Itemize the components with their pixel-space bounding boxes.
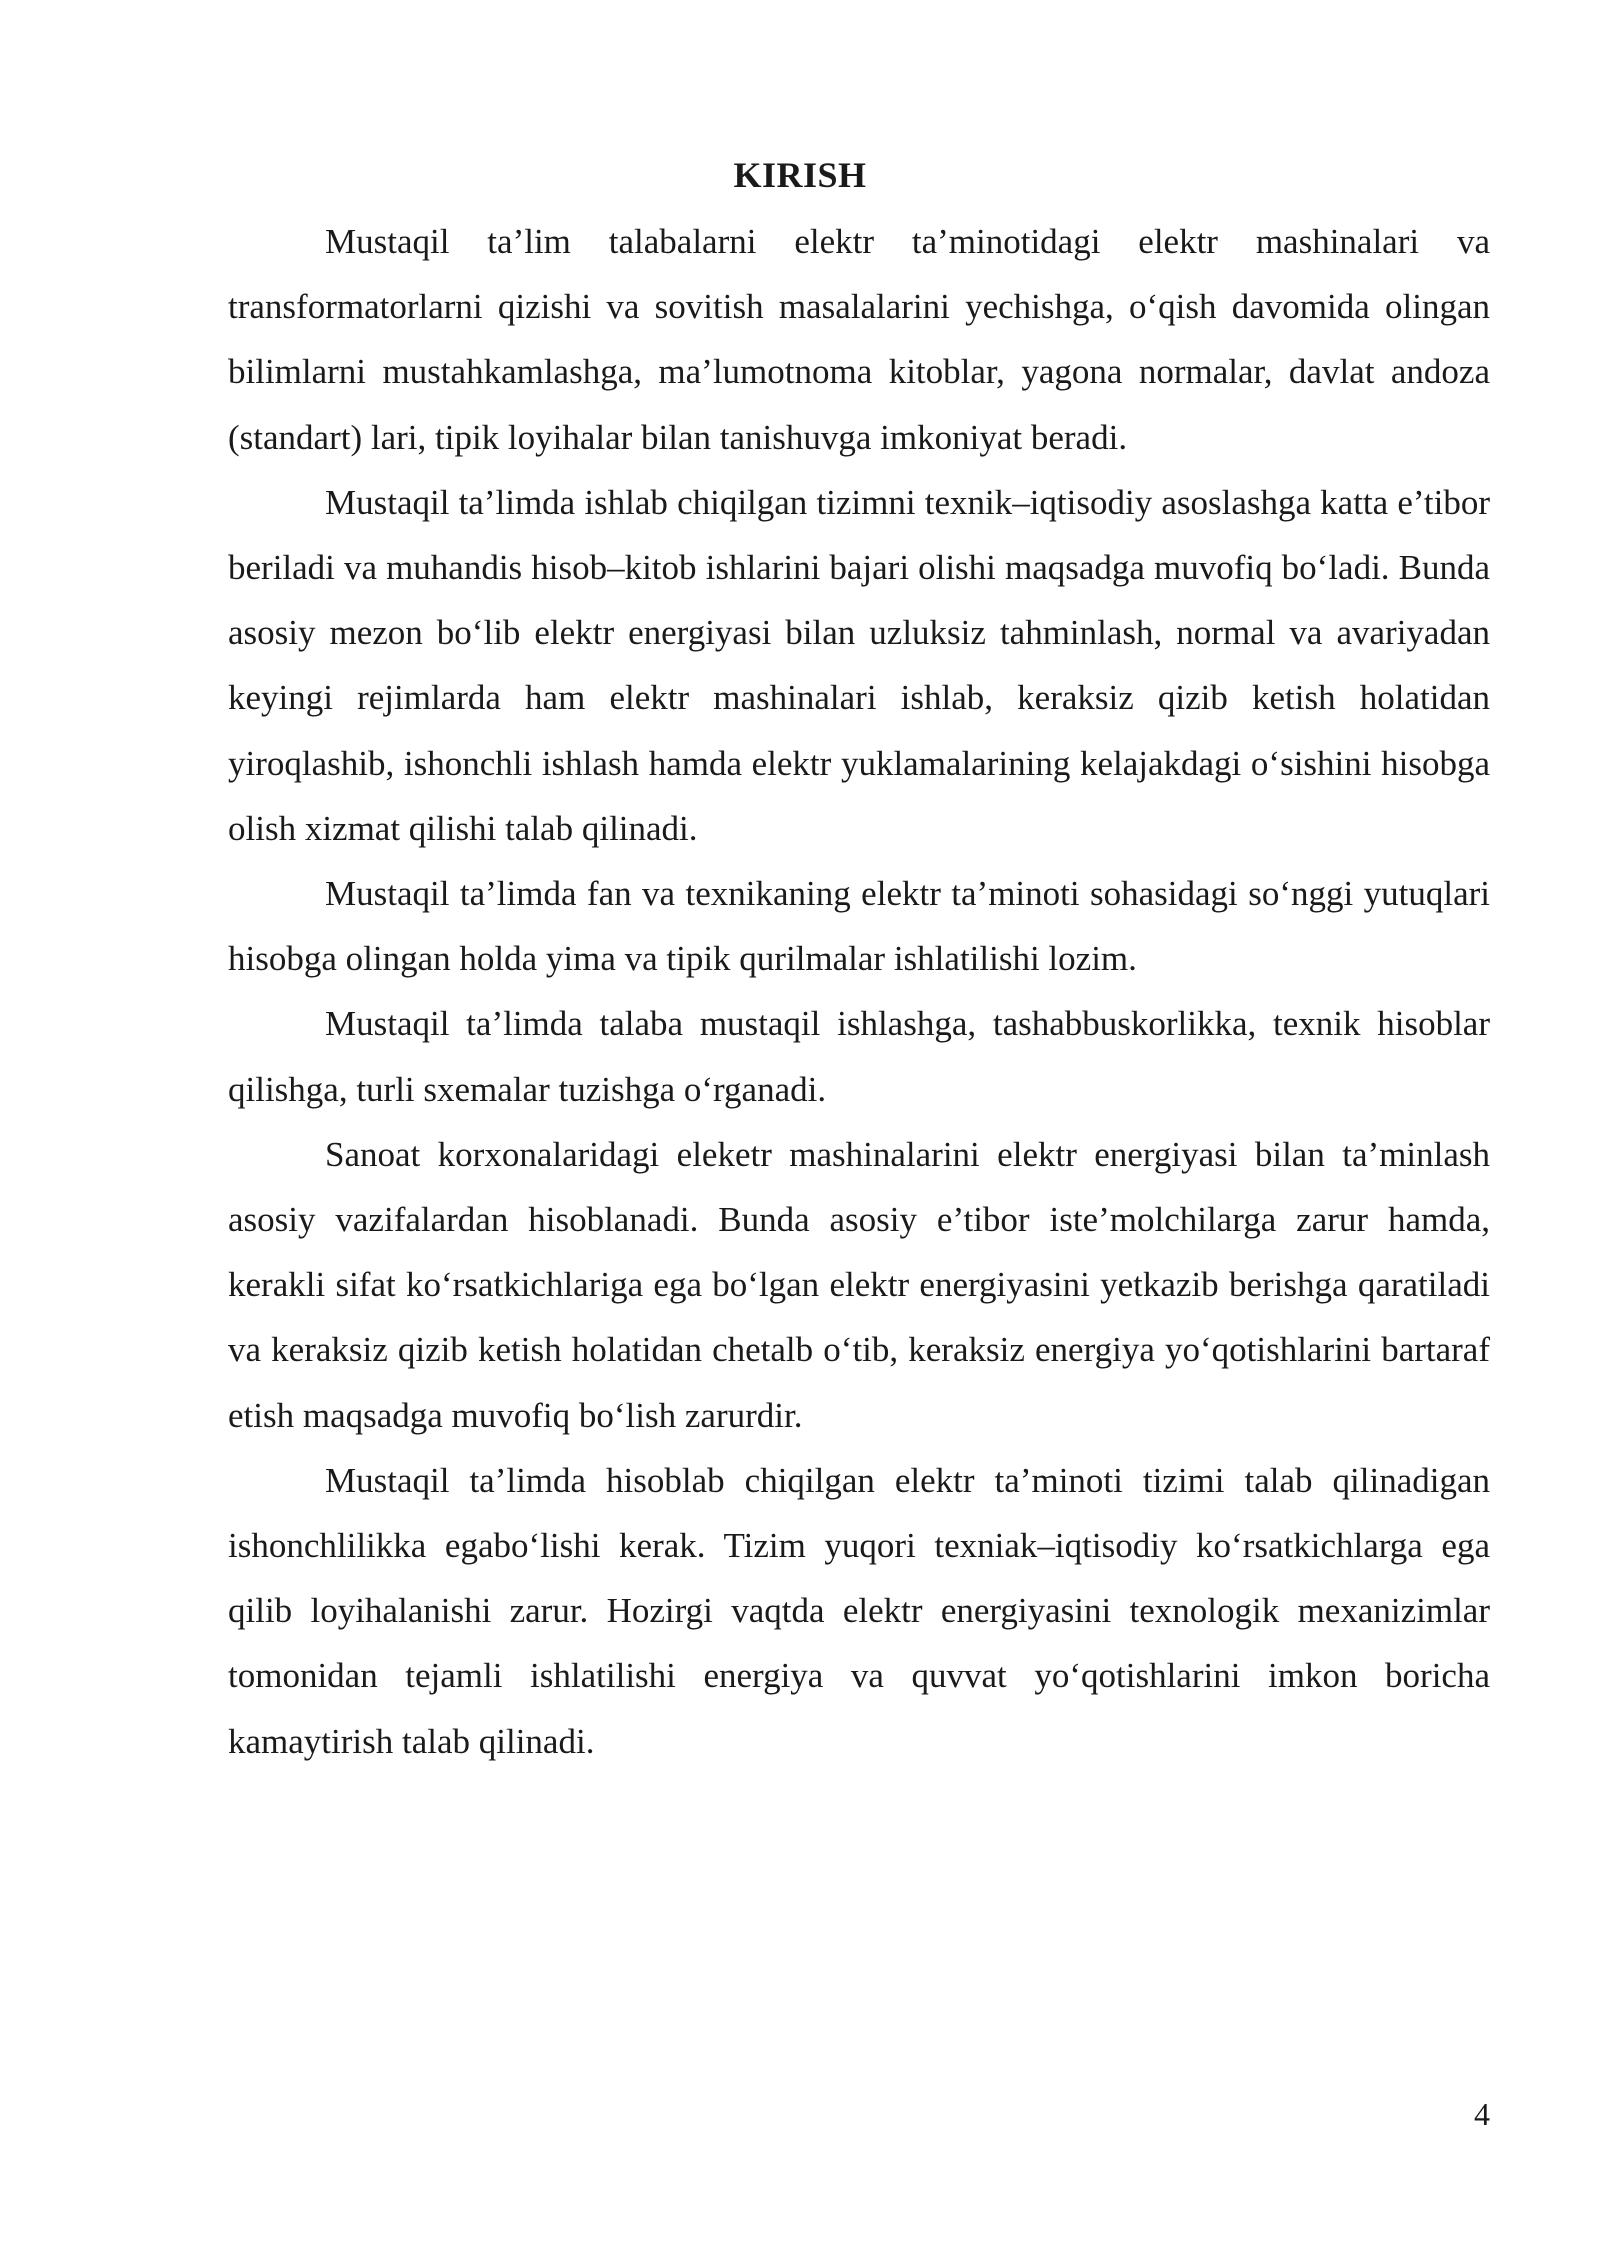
page-number: 4	[1474, 2096, 1490, 2132]
paragraph-3: Mustaqil ta’limda fan va texnikaning elektr ta’minoti sohasidagi so‘nggi yutuqlari hisobga olingan holda yima va tipik qurilmalar ishlatilishi lozim.	[228, 874, 1490, 979]
body-text	[228, 209, 1490, 1774]
paragraph-4: Mustaqil ta’limda talaba mustaqil ishlashga, tashabbuskorlikka, texnik hisoblar qilishga, turli sxemalar tuzishga o‘rganadi.	[228, 1004, 1490, 1109]
page-title: KIRISH	[733, 155, 867, 195]
paragraph-1: Mustaqil ta’lim talabalarni elektr ta’minotidagi elektr mashinalari va transformatorlarni qizishi va sovitish masalalarini yechishga, o‘qish davomida olingan bilimlarni mustahkamlashga, ma’lumotnoma kitoblar, yagona normalar, davlat andoza (standart) lari, tipik loyihalar bilan tanishuvga imkoniyat beradi.	[228, 222, 1490, 457]
paragraph-6: Mustaqil ta’limda hisoblab chiqilgan elektr ta’minoti tizimi talab qilinadigan ishonchlilikka egabo‘lishi kerak. Tizim yuqori texniak–iqtisodiy ko‘rsatkichlarga ega qilib loyihalanishi zarur. Hozirgi vaqtda elektr energiyasini texnologik mexanizimlar tomonidan tejamli ishlatilishi energiya va quvvat yo‘qotishlarini imkon boricha kamaytirish talab qilinadi.	[228, 1460, 1490, 1761]
paragraph-5: Sanoat korxonalaridagi eleketr mashinalarini elektr energiyasi bilan ta’minlash asosiy vazifalardan hisoblanadi. Bunda asosiy e’tibor iste’molchilarga zarur hamda, kerakli sifat ko‘rsatkichlariga ega bo‘lgan elektr energiyasini yetkazib berishga qaratiladi va keraksiz qizib ketish holatidan chetalb o‘tib, keraksiz energiya yo‘qotishlarini bartaraf etish maqsadga muvofiq bo‘lish zarurdir.	[228, 1134, 1490, 1435]
paragraph-2: Mustaqil ta’limda ishlab chiqilgan tizimni texnik–iqtisodiy asoslashga katta e’tibor beriladi va muhandis hisob–kitob ishlarini bajari olishi maqsadga muvofiq bo‘ladi. Bunda asosiy mezon bo‘lib elektr energiyasi bilan uzluksiz tahminlash, normal va avariyadan keyingi rejimlarda ham elektr mashinalari ishlab, keraksiz qizib ketish holatidan yiroqlashib, ishonchli ishlash hamda elektr yuklamalarining kelajakdagi o‘sishini hisobga olish xizmat qilishi talab qilinadi.	[228, 482, 1490, 848]
